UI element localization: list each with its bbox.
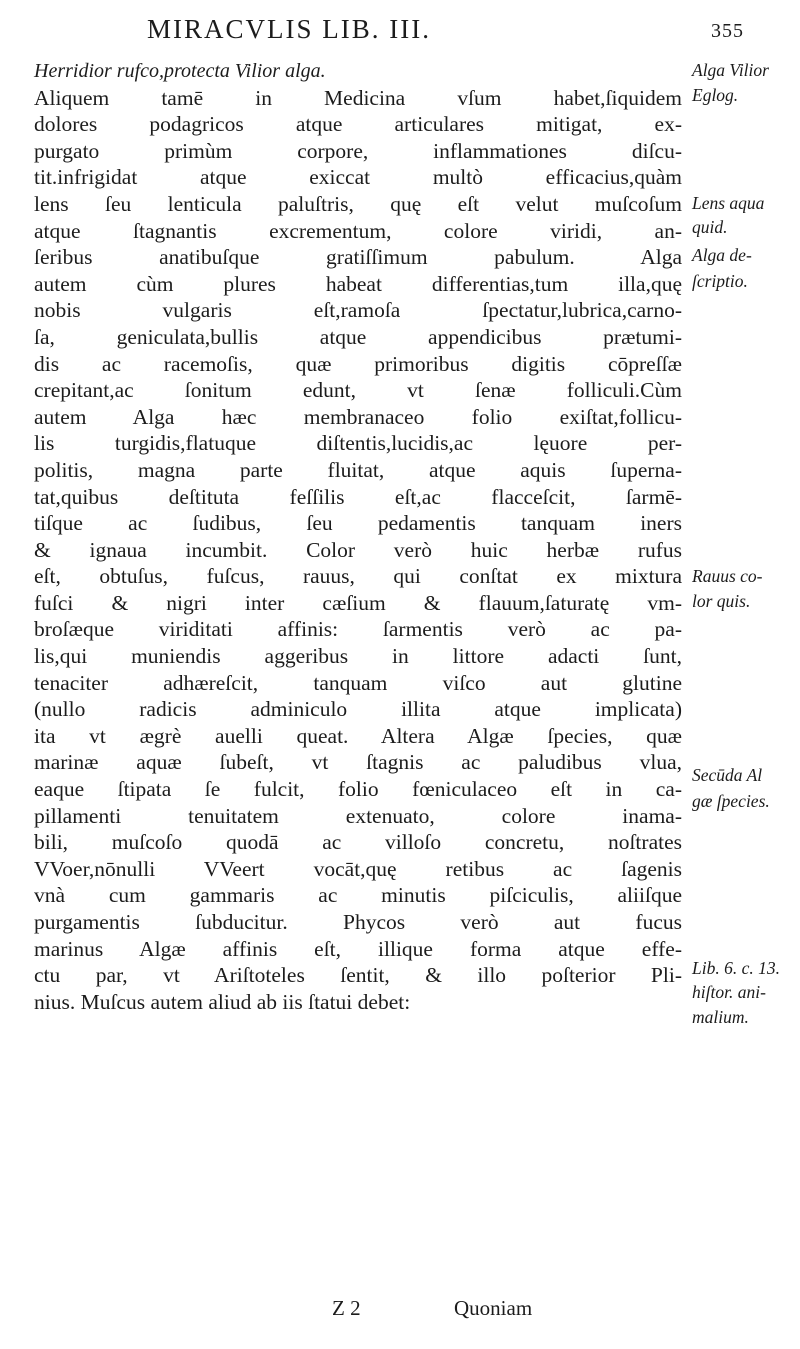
margin-note: Rauus co-	[692, 566, 763, 586]
text-line: tit.infrigidat atque exiccat multò efficacius,quàm	[34, 165, 682, 190]
text-line: Aliquem tamē in Medicina vſum habet,ſiquidem	[34, 85, 682, 110]
margin-note: Alga de-	[692, 245, 752, 265]
margin-note: lor quis.	[692, 591, 751, 611]
text-line: ſa, geniculata,bullis atque appendicibus prætumi-	[34, 324, 682, 349]
page-number: 355	[711, 20, 744, 42]
text-line: atque ſtagnantis excrementum, colore viridi, an-	[34, 218, 682, 243]
text-line: ſeribus anatibuſque gratiſſimum pabulum. Alga	[34, 245, 682, 270]
margin-note: malium.	[692, 1007, 749, 1027]
text-line: dis ac racemoſis, quæ primoribus digitis cōpreſſæ	[34, 351, 682, 376]
text-line: ita vt ægrè auelli queat. Altera Algæ ſpecies, quæ	[34, 723, 682, 748]
text-line: eſt, obtuſus, fuſcus, rauus, qui conſtat ex mixtura	[34, 564, 682, 589]
catchword: Quoniam	[454, 1296, 533, 1320]
margin-note: Alga Vilior	[692, 60, 769, 80]
text-line: marinus Algæ affinis eſt, illique forma atque effe-	[34, 936, 682, 961]
margin-note: quid.	[692, 217, 728, 237]
text-line: crepitant,ac ſonitum edunt, vt ſenæ folliculi.Cùm	[34, 378, 682, 403]
text-line: marinæ aquæ ſubeſt, vt ſtagnis ac paludibus vlua,	[34, 750, 682, 775]
text-line: & ignaua incumbit. Color verò huic herbæ rufus	[34, 537, 682, 562]
text-line: politis, magna parte fluitat, atque aquis ſuperna-	[34, 457, 682, 482]
text-line: autem Alga hæc membranaceo folio exiſtat,follicu-	[34, 404, 682, 429]
text-line: Herridior rufco,protecta Vilior alga.	[34, 60, 326, 82]
text-line: purgamentis ſubducitur. Phycos verò aut fucus	[34, 910, 682, 934]
text-line: fuſci & nigri inter cæſium & flauum,ſaturatę vm-	[34, 590, 682, 615]
margin-note: Lens aqua	[692, 193, 765, 213]
text-line: eaque ſtipata ſe fulcit, folio fœniculaceo eſt in ca-	[34, 777, 682, 802]
page-footer	[34, 1296, 674, 1326]
text-line: pillamenti tenuitatem extenuato, colore inama-	[34, 803, 682, 828]
text-line: tiſque ac ſudibus, ſeu pedamentis tanquam iners	[34, 511, 682, 536]
margin-note: gæ ſpecies.	[692, 791, 770, 811]
page-header	[0, 14, 800, 54]
text-line: broſæque viriditati affinis: ſarmentis verò ac pa-	[34, 617, 682, 642]
margin-note: ſcriptio.	[692, 271, 748, 291]
text-line: lens ſeu lenticula paluſtris, quę eſt velut muſcoſum	[34, 191, 682, 216]
text-line: purgato primùm corpore, inflammationes diſcu-	[34, 138, 682, 163]
text-line: (nullo radicis adminiculo illita atque implicata)	[34, 697, 682, 722]
main-text-block	[34, 58, 682, 1015]
text-line: tenaciter adhæreſcit, tanquam viſco aut glutine	[34, 670, 682, 695]
margin-note: Secūda Al	[692, 765, 763, 785]
text-line: nius. Muſcus autem aliud ab iis ſtatui debet:	[34, 989, 411, 1014]
text-line: lis turgidis,flatuque diſtentis,lucidis,ac lęuore per-	[34, 431, 682, 456]
margin-note: Eglog.	[692, 85, 739, 105]
text-line: ctu par, vt Ariſtoteles ſentit, & illo poſterior Pli-	[34, 963, 682, 988]
text-line: nobis vulgaris eſt,ramoſa ſpectatur,lubrica,carno-	[34, 298, 682, 323]
running-title: MIRACVLIS LIB. III.	[147, 14, 431, 44]
text-line: vnà cum gammaris ac minutis piſciculis, aliiſque	[34, 883, 682, 908]
text-line: bili, muſcoſo quodā ac villoſo concretu, noſtrates	[34, 830, 682, 855]
text-line: autem cùm plures habeat differentias,tum illa,quę	[34, 271, 682, 296]
signature-mark: Z 2	[332, 1296, 361, 1320]
margin-note: hiſtor. ani-	[692, 982, 766, 1002]
margin-note: Lib. 6. c. 13.	[692, 958, 780, 978]
text-line: dolores podagricos atque articulares mitigat, ex-	[34, 112, 682, 137]
text-line: VVoer,nōnulli VVeert vocāt,quę retibus ac ſagenis	[34, 856, 682, 881]
text-line: tat,quibus deſtituta feſſilis eſt,ac flacceſcit, ſarmē-	[34, 484, 682, 509]
text-line: lis,qui muniendis aggeribus in littore adacti ſunt,	[34, 644, 682, 669]
